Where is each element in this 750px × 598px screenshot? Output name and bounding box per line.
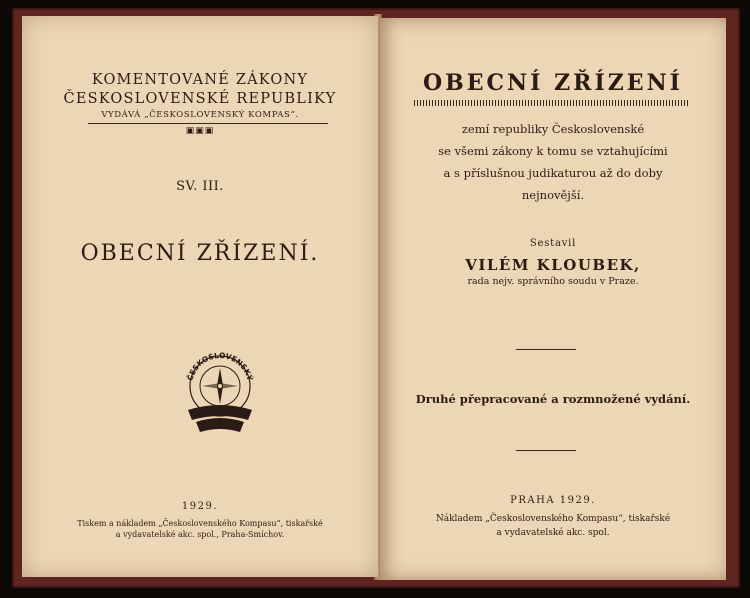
imprint-line1: Tiskem a nákladem „Československého Kompasu“, tiskařské	[77, 519, 323, 528]
author-name: VILÉM KLOUBEK,	[465, 256, 641, 274]
subtitle-line4: nejnovější.	[521, 188, 585, 202]
right-page	[380, 18, 726, 580]
author-title: rada nejv. správního soudu v Praze.	[467, 276, 639, 287]
place-year: PRAHA 1929.	[510, 495, 596, 506]
emblem-text: ČESKOSLOVENSKÝ	[185, 350, 255, 382]
ornament: ▣▣▣	[185, 126, 215, 136]
imprint-line2: a vydavatelské akc. spol.	[496, 528, 610, 538]
imprint-line1: Nákladem „Československého Kompasu“, tiskařské	[435, 514, 671, 524]
subtitle-line3: a s příslušnou judikaturou až do doby	[443, 166, 663, 180]
compass-emblem	[182, 348, 258, 438]
compiled-by-label: Sestavil	[529, 238, 577, 249]
main-title: OBECNÍ ZŘÍZENÍ	[423, 70, 683, 96]
subtitle-line2: se všemi zákony k tomu se vztahujícími	[438, 144, 668, 158]
left-page	[22, 16, 378, 577]
volume-number: SV. III.	[176, 179, 224, 194]
short-rule	[516, 450, 576, 451]
series-title-line1: KOMENTOVANÉ ZÁKONY	[91, 72, 309, 88]
imprint-line2: a vydavatelské akc. spol., Praha-Smíchov.	[115, 530, 285, 539]
publication-year: 1929.	[181, 501, 219, 512]
series-title-line2: ČESKOSLOVENSKÉ REPUBLIKY	[63, 91, 337, 107]
divider-rule	[88, 123, 328, 124]
publisher-line: VYDÁVÁ „ČESKOSLOVENSKÝ KOMPAS“.	[101, 110, 299, 120]
half-title: OBECNÍ ZŘÍZENÍ.	[80, 241, 320, 266]
subtitle-line1: zemí republiky Československé	[461, 122, 645, 136]
short-rule	[516, 349, 576, 350]
edition-statement: Druhé přepracované a rozmnožené vydání.	[415, 392, 691, 406]
title-underline	[414, 100, 690, 106]
